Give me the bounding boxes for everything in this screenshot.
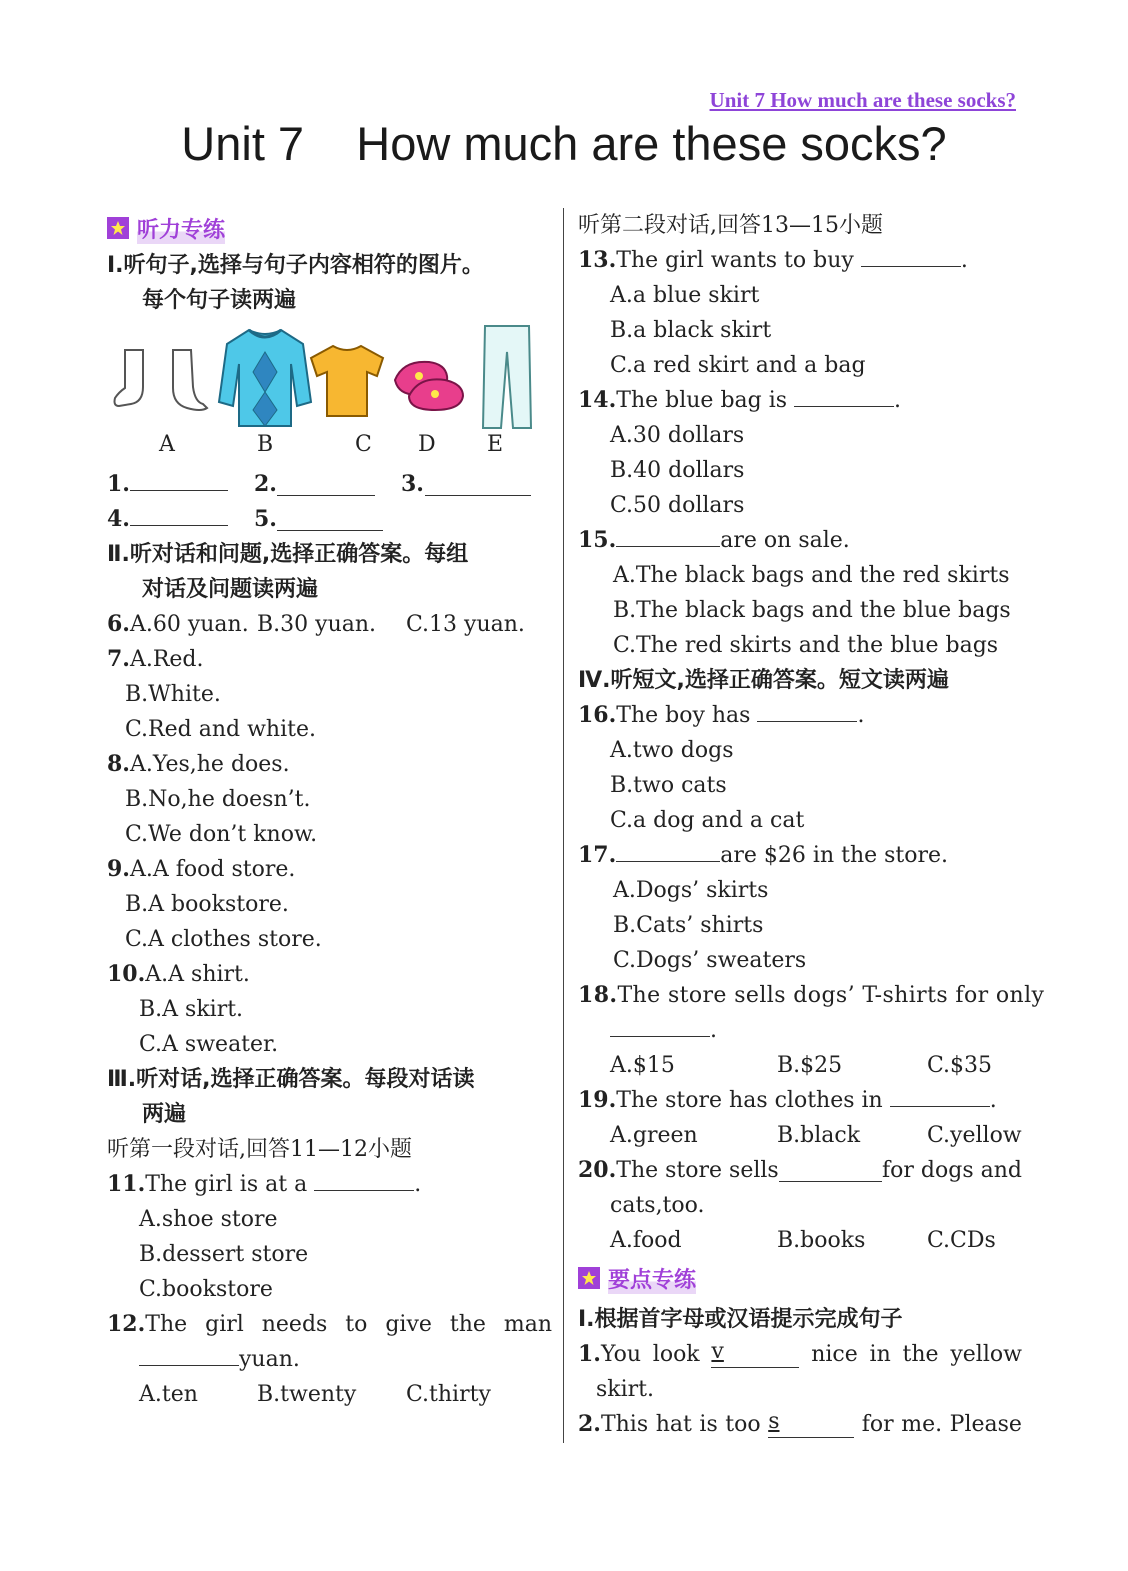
answer-blank[interactable] bbox=[757, 699, 857, 722]
sentence-word: in bbox=[869, 1342, 891, 1367]
question-18-options bbox=[578, 1048, 1022, 1083]
picture-letter: A bbox=[159, 432, 175, 457]
option-a[interactable]: A.$15 bbox=[610, 1053, 675, 1078]
socks-icon bbox=[111, 342, 211, 422]
question-stem: are $26 in the store. bbox=[720, 843, 949, 868]
question-19-options bbox=[578, 1118, 1022, 1153]
question-number: 19. bbox=[578, 1087, 617, 1113]
option-a[interactable]: A.A shirt. bbox=[145, 962, 250, 987]
answer-blank[interactable] bbox=[890, 1084, 990, 1107]
option-b[interactable]: B.twenty bbox=[257, 1382, 357, 1407]
clothing-pictures bbox=[107, 322, 552, 432]
question-number: 12. bbox=[107, 1311, 146, 1337]
trousers-icon bbox=[479, 322, 535, 432]
blank-number: 5. bbox=[254, 506, 277, 532]
option-b[interactable]: B.White. bbox=[125, 682, 221, 707]
option-a[interactable]: A.green bbox=[610, 1123, 698, 1148]
keypoints-banner bbox=[578, 1258, 1022, 1298]
sentence-word: look bbox=[652, 1342, 700, 1367]
sentence-word: Please bbox=[949, 1412, 1022, 1437]
option-b[interactable]: B.Cats’ shirts bbox=[613, 913, 764, 938]
option-b[interactable]: B.A skirt. bbox=[139, 997, 244, 1022]
sentence-word: too bbox=[725, 1412, 761, 1437]
question-number: 20. bbox=[578, 1157, 617, 1183]
sentence-word: This bbox=[600, 1412, 649, 1437]
option-b[interactable]: B.a black skirt bbox=[610, 318, 772, 343]
sentence-word: for bbox=[861, 1412, 894, 1437]
section2-heading: Ⅱ.听对话和问题,选择正确答案。每组 bbox=[107, 542, 469, 567]
answer-blanks-row1 bbox=[107, 467, 552, 502]
section3-heading: Ⅲ.听对话,选择正确答案。每段对话读 bbox=[107, 1067, 475, 1092]
sentence-word: hat bbox=[655, 1412, 692, 1437]
question-stem: The store sells dogs’ T-shirts for only bbox=[617, 983, 1045, 1008]
option-b[interactable]: B.A bookstore. bbox=[125, 892, 289, 917]
question-14 bbox=[578, 383, 1022, 418]
question-19 bbox=[578, 1083, 1022, 1118]
stem-end: . bbox=[414, 1172, 422, 1197]
option-b[interactable]: B.No,he doesn’t. bbox=[125, 787, 311, 812]
option-b[interactable]: B.dessert store bbox=[139, 1242, 309, 1267]
option-a[interactable]: A.two dogs bbox=[610, 738, 734, 763]
question-stem: The girl is at a bbox=[145, 1172, 308, 1197]
question-9 bbox=[107, 852, 552, 887]
stem-end: . bbox=[857, 703, 865, 728]
option-b[interactable]: B.30 yuan. bbox=[257, 612, 377, 637]
hint-blank[interactable] bbox=[711, 1337, 799, 1368]
option-c[interactable]: C.The red skirts and the blue bags bbox=[613, 633, 999, 658]
picture-letter: C bbox=[355, 432, 372, 457]
section1-heading-2: 每个句子读两遍 bbox=[142, 288, 297, 313]
question-8 bbox=[107, 747, 552, 782]
question-number: 17. bbox=[578, 842, 617, 868]
stem-end: yuan. bbox=[239, 1347, 300, 1372]
option-a[interactable]: A.60 yuan. bbox=[129, 612, 249, 637]
sentence-word: the bbox=[902, 1342, 939, 1367]
stem-word: needs bbox=[261, 1312, 328, 1337]
answer-blank[interactable] bbox=[794, 384, 894, 407]
hint-letter: s bbox=[768, 1409, 780, 1434]
tshirt-icon bbox=[307, 340, 387, 420]
question-number: 10. bbox=[107, 961, 146, 987]
question-11 bbox=[107, 1167, 552, 1202]
question-number: 7. bbox=[107, 646, 130, 672]
question-12-line2 bbox=[107, 1342, 552, 1377]
stem-word: the bbox=[449, 1312, 486, 1337]
blank-number: 2. bbox=[254, 471, 277, 497]
question-20-line2: cats,too. bbox=[610, 1193, 705, 1218]
option-b[interactable]: B.40 dollars bbox=[610, 458, 745, 483]
answer-blank[interactable] bbox=[779, 1159, 882, 1182]
question-number: 11. bbox=[107, 1171, 146, 1197]
hint-letter: v bbox=[711, 1339, 724, 1364]
question-18-line2 bbox=[578, 1013, 1022, 1048]
option-a[interactable]: A.ten bbox=[139, 1382, 198, 1407]
question-12-options bbox=[107, 1377, 552, 1412]
stem-word: man bbox=[503, 1312, 552, 1337]
sentence-word: is bbox=[699, 1412, 718, 1437]
question-18 bbox=[578, 978, 1045, 1013]
stem-end: for dogs and bbox=[882, 1158, 1022, 1183]
blank-number: 4. bbox=[107, 506, 130, 532]
option-a[interactable]: A.30 dollars bbox=[610, 423, 745, 448]
section1-heading: Ⅰ.听句子,选择与句子内容相符的图片。 bbox=[107, 253, 484, 278]
sentence-word: yellow bbox=[950, 1342, 1022, 1367]
option-b[interactable]: B.two cats bbox=[610, 773, 727, 798]
stem-word: to bbox=[345, 1312, 368, 1337]
stem-word: girl bbox=[205, 1312, 244, 1337]
shoes-icon bbox=[389, 346, 469, 416]
option-c[interactable]: C.CDs bbox=[927, 1228, 996, 1253]
star-icon bbox=[578, 1267, 600, 1289]
question-stem: The blue bag is bbox=[616, 388, 788, 413]
question-number: 9. bbox=[107, 856, 130, 882]
question-number: 2. bbox=[578, 1411, 601, 1437]
stem-end: . bbox=[710, 1018, 717, 1043]
answer-blank[interactable] bbox=[610, 1014, 710, 1037]
question-10 bbox=[107, 957, 552, 992]
part2-heading: 听第二段对话,回答13—15小题 bbox=[578, 213, 883, 238]
section2-heading-2: 对话及问题读两遍 bbox=[142, 577, 319, 602]
answer-blank[interactable] bbox=[130, 468, 228, 491]
part1-heading: 听第一段对话,回答11—12小题 bbox=[107, 1137, 412, 1162]
question-stem: The store sells bbox=[616, 1158, 779, 1183]
question-stem: The girl wants to buy bbox=[616, 248, 854, 273]
option-a[interactable]: A.Dogs’ skirts bbox=[613, 878, 769, 903]
kp-sentence-2 bbox=[578, 1407, 1022, 1442]
option-c[interactable]: C.$35 bbox=[927, 1053, 993, 1078]
option-c[interactable]: C.a red skirt and a bag bbox=[610, 353, 866, 378]
option-a[interactable]: A.Red. bbox=[129, 647, 204, 672]
answer-blank[interactable] bbox=[277, 508, 383, 531]
sentence-word: me. bbox=[901, 1412, 943, 1437]
question-15 bbox=[578, 523, 1022, 558]
picture-letter: E bbox=[487, 432, 504, 457]
sweater-icon bbox=[217, 322, 313, 432]
option-b[interactable]: B.books bbox=[777, 1228, 866, 1253]
question-number: 14. bbox=[578, 387, 617, 413]
question-12 bbox=[107, 1307, 552, 1342]
stem-end: . bbox=[960, 248, 968, 273]
question-number: 1. bbox=[578, 1341, 601, 1367]
option-c[interactable]: C.A clothes store. bbox=[125, 927, 322, 952]
stem-end: . bbox=[894, 388, 902, 413]
star-icon bbox=[107, 217, 129, 239]
listening-banner bbox=[107, 208, 552, 248]
keypoints-banner-title: 要点专练 bbox=[608, 1263, 696, 1294]
question-stem: The store has clothes in bbox=[616, 1088, 883, 1113]
sentence-word: nice bbox=[811, 1342, 858, 1367]
option-a[interactable]: A.shoe store bbox=[139, 1207, 278, 1232]
question-16 bbox=[578, 698, 1022, 733]
answer-blank[interactable] bbox=[314, 1168, 414, 1191]
option-b[interactable]: B.black bbox=[777, 1123, 861, 1148]
kp-sentence-1 bbox=[578, 1337, 1022, 1372]
option-a[interactable]: A.Yes,he does. bbox=[129, 752, 290, 777]
stem-word: The bbox=[145, 1312, 188, 1337]
picture-letter: D bbox=[418, 432, 436, 457]
option-a[interactable]: A.food bbox=[610, 1228, 682, 1253]
sentence-word: You bbox=[600, 1342, 641, 1367]
question-number: 13. bbox=[578, 247, 617, 273]
blank-number: 3. bbox=[401, 471, 424, 497]
answer-blank[interactable] bbox=[139, 1343, 239, 1366]
left-column bbox=[107, 208, 552, 1412]
option-b[interactable]: B.The black bags and the blue bags bbox=[613, 598, 1011, 623]
section3-heading-2: 两遍 bbox=[142, 1102, 187, 1127]
option-c[interactable]: C.bookstore bbox=[139, 1277, 273, 1302]
option-c[interactable]: C.A sweater. bbox=[139, 1032, 279, 1057]
question-number: 16. bbox=[578, 702, 617, 728]
question-6 bbox=[107, 607, 552, 642]
page-title: Unit 7 How much are these socks? bbox=[181, 117, 947, 170]
stem-end: . bbox=[989, 1088, 997, 1113]
answer-blank[interactable] bbox=[616, 524, 720, 547]
blank-number: 1. bbox=[107, 471, 130, 497]
question-17 bbox=[578, 838, 1022, 873]
section4-heading: Ⅳ.听短文,选择正确答案。短文读两遍 bbox=[578, 668, 949, 693]
answer-blank[interactable] bbox=[861, 244, 961, 267]
option-a[interactable]: A.a blue skirt bbox=[610, 283, 760, 308]
option-c[interactable]: C.yellow bbox=[927, 1123, 1022, 1148]
option-c[interactable]: C.thirty bbox=[406, 1382, 491, 1407]
question-number: 15. bbox=[578, 527, 617, 553]
column-divider bbox=[563, 208, 564, 1443]
option-a[interactable]: A.A food store. bbox=[129, 857, 296, 882]
hint-blank[interactable] bbox=[768, 1407, 854, 1438]
option-c[interactable]: C.50 dollars bbox=[610, 493, 745, 518]
option-c[interactable]: C.a dog and a cat bbox=[610, 808, 805, 833]
answer-blank[interactable] bbox=[425, 473, 531, 496]
option-c[interactable]: C.13 yuan. bbox=[406, 612, 525, 637]
listening-banner-title: 听力专练 bbox=[137, 213, 225, 244]
picture-letters bbox=[107, 432, 552, 467]
question-stem: The boy has bbox=[616, 703, 751, 728]
picture-letter: B bbox=[257, 432, 274, 457]
answer-blank[interactable] bbox=[130, 503, 228, 526]
answer-blank[interactable] bbox=[277, 473, 375, 496]
option-a[interactable]: A.The black bags and the red skirts bbox=[613, 563, 1010, 588]
question-number: 18. bbox=[578, 982, 618, 1008]
kp-sentence-1-line2: skirt. bbox=[596, 1377, 655, 1402]
option-c[interactable]: C.We don’t know. bbox=[125, 822, 318, 847]
stem-word: give bbox=[385, 1312, 432, 1337]
question-13 bbox=[578, 243, 1022, 278]
header-unit-link[interactable]: Unit 7 How much are these socks? bbox=[709, 88, 1016, 112]
question-number: 6. bbox=[107, 611, 130, 637]
answer-blanks-row2 bbox=[107, 502, 552, 537]
question-20-options bbox=[578, 1223, 1022, 1258]
question-7 bbox=[107, 642, 552, 677]
right-column bbox=[578, 208, 1045, 1442]
option-c[interactable]: C.Dogs’ sweaters bbox=[613, 948, 807, 973]
option-c[interactable]: C.Red and white. bbox=[125, 717, 316, 742]
option-b[interactable]: B.$25 bbox=[777, 1053, 843, 1078]
answer-blank[interactable] bbox=[616, 839, 720, 862]
question-20 bbox=[578, 1153, 1022, 1188]
question-number: 8. bbox=[107, 751, 130, 777]
kp-section1-heading: Ⅰ.根据首字母或汉语提示完成句子 bbox=[578, 1307, 903, 1332]
question-stem: are on sale. bbox=[720, 528, 850, 553]
